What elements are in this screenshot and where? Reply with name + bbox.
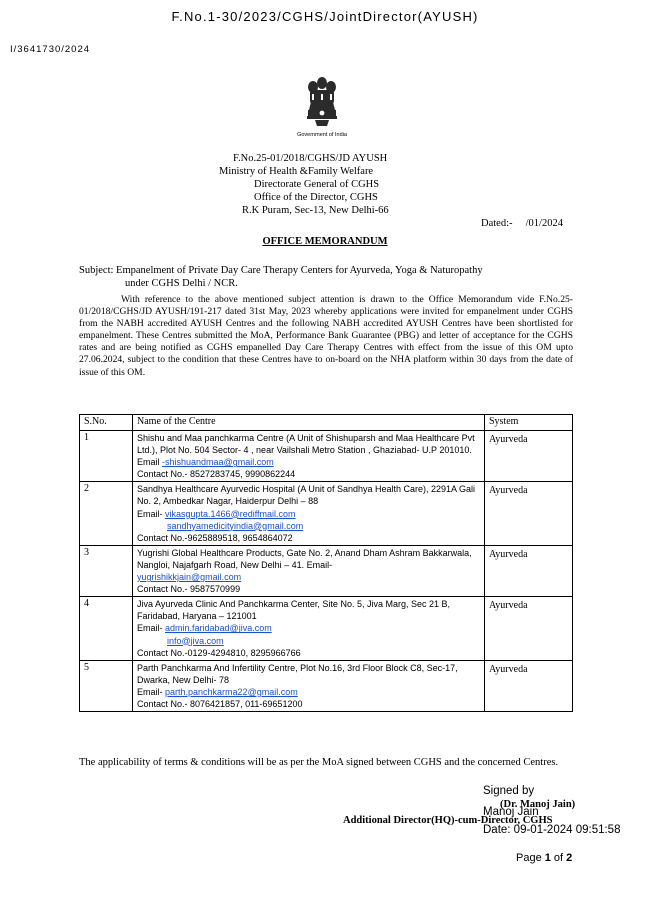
page-indicator: Page 1 of 2	[516, 852, 573, 864]
email-link[interactable]: -shishuandmaa@gmail.com	[162, 457, 274, 468]
cell-system: Ayurveda	[485, 545, 573, 596]
memo-body: With reference to the above mentioned subject attention is drawn to the Office Memorandum vide F.No.25-01/2018/CGHS/JD AYUSH/191-217 dated 31st May, 2023 whereby applications were invited for empanelment under CGHS from the NABH accredited AYUSH Centres and the following NABH accredited AYUSH Centres have been shortlisted for empanelment. These Centres submitted the MoA, Performance Bank Guarantee (PBG) and letter of acceptance for the CGHS rates and are being notified as CGHS empanelled Day Care Therapy Centres with effect from the issue of this OM upto 27.06.2024, subject to the condition that these Centres have to on-board on the NHA platform within 30 days from the date of issue of this OM.	[79, 294, 573, 378]
email-link[interactable]: info@jiva.com	[167, 635, 224, 646]
cell-system: Ayurveda	[485, 660, 573, 711]
centre-detail-text: Contact No.-9625889518, 9654864072	[137, 532, 293, 543]
centre-detail-line	[137, 468, 480, 480]
cell-centre-details	[133, 482, 485, 545]
centre-detail-text: Email-	[137, 623, 166, 634]
signer-designation: Additional Director(HQ)-cum-Director, CGHS	[343, 815, 553, 826]
centre-detail-line	[137, 432, 480, 468]
centre-detail-line	[137, 583, 480, 595]
centre-detail-text: Contact No.- 8076421857, 011-69651200	[137, 698, 303, 709]
file-number: F.No.1-30/2023/CGHS/JointDirector(AYUSH)	[171, 9, 479, 24]
centre-detail-line	[137, 520, 480, 532]
centre-detail-line	[137, 662, 480, 686]
terms-note: The applicability of terms & conditions will be as per the MoA signed between CGHS and the concerned Centres.	[79, 757, 559, 768]
subject-line-continued: under CGHS Delhi / NCR.	[125, 278, 238, 289]
table-row	[80, 660, 573, 711]
cell-centre-details	[133, 597, 485, 660]
header-centre-name: Name of the Centre	[133, 415, 485, 431]
table-row	[80, 482, 573, 545]
letterhead-file-number: F.No.25-01/2018/CGHS/JD AYUSH	[233, 153, 388, 164]
centre-detail-line	[137, 622, 480, 634]
centre-detail-text: Contact No.- 9587570999	[137, 584, 241, 595]
centre-detail-text: Contact No.- 8527283745, 9990862244	[137, 469, 296, 480]
cell-system: Ayurveda	[485, 597, 573, 660]
centre-detail-text: Jiva Ayurveda Clinic And Panchkarma Center, Site No. 5, Jiva Marg, Sec 21 B, Faridabad, Haryana – 121001	[137, 599, 450, 622]
signer-name-bracketed: (Dr. Manoj Jain)	[500, 799, 576, 810]
centre-detail-line	[137, 508, 480, 520]
letterhead-office: Office of the Director, CGHS	[254, 192, 378, 203]
cell-sno: 3	[80, 545, 133, 596]
email-link[interactable]: yugrishikkjain@gmail.com	[137, 572, 242, 583]
email-link[interactable]: sandhyamedicityindia@gmail.com	[167, 520, 304, 531]
table-row	[80, 431, 573, 482]
centre-detail-line	[137, 647, 480, 659]
cell-sno: 2	[80, 482, 133, 545]
centre-detail-text: Contact No.-0129-4294810, 8295966766	[137, 647, 301, 658]
date-line: Dated:- /01/2024	[481, 218, 563, 229]
centre-detail-line	[137, 571, 480, 583]
state-emblem-icon	[297, 74, 347, 140]
centre-detail-text: Parth Panchkarma And Infertility Centre, Plot No.16, 3rd Floor Block C8, Sec-17, Dwarka, New Delhi- 78	[137, 662, 458, 685]
table-header-row	[80, 415, 573, 431]
cell-centre-details	[133, 545, 485, 596]
centre-detail-text: Yugrishi Global Healthcare Products, Gate No. 2, Anand Dham Ashram Bakkarwala, Nangloi, Najafgarh Road, New Delhi – 41. Email-	[137, 547, 472, 570]
centres-table	[79, 414, 573, 712]
emblem-caption: Government of India	[297, 132, 347, 138]
centre-detail-line	[137, 598, 480, 622]
centre-detail-line	[137, 547, 480, 571]
cell-sno: 4	[80, 597, 133, 660]
cell-centre-details	[133, 660, 485, 711]
letterhead-directorate: Directorate General of CGHS	[254, 179, 380, 190]
email-link[interactable]: vikasgupta.1466@rediffmail.com	[165, 508, 296, 519]
cell-sno: 5	[80, 660, 133, 711]
cell-sno: 1	[80, 431, 133, 482]
email-link[interactable]: admin.faridabad@jiva.com	[165, 623, 272, 634]
centre-detail-text: Email-	[137, 686, 166, 697]
reference-number: I/3641730/2024	[10, 44, 91, 55]
subject-line: Subject: Empanelment of Private Day Care Therapy Centers for Ayurveda, Yoga & Naturopathy	[79, 265, 483, 276]
memo-title: OFFICE MEMORANDUM	[262, 236, 388, 247]
table-row	[80, 597, 573, 660]
centre-detail-line	[137, 698, 480, 710]
header-sno: S.No.	[80, 415, 133, 431]
email-link[interactable]: parth.panchkarma22@gmail.com	[165, 686, 298, 697]
cell-centre-details	[133, 431, 485, 482]
centre-detail-text: Sandhya Healthcare Ayurvedic Hospital (A Unit of Sandhya Health Care), 2291A Gali No. 2, Ambedkar Nagar, Haiderpur Delhi – 88	[137, 484, 476, 507]
subject	[79, 264, 599, 290]
centre-detail-line	[137, 483, 480, 507]
cell-system: Ayurveda	[485, 431, 573, 482]
cell-system: Ayurveda	[485, 482, 573, 545]
signature-date: Date: 09-01-2024 09:51:58	[483, 824, 621, 836]
letterhead-ministry: Ministry of Health &Family Welfare	[219, 166, 374, 177]
signature-name: Manoj Jain	[483, 806, 539, 818]
header-system: System	[485, 415, 573, 431]
centre-detail-text: Email-	[137, 508, 166, 519]
centre-detail-line	[137, 686, 480, 698]
table-row	[80, 545, 573, 596]
centre-detail-line	[137, 532, 480, 544]
centre-detail-line	[137, 635, 480, 647]
letterhead-address: R.K Puram, Sec-13, New Delhi-66	[242, 205, 389, 216]
signature-signed-by: Signed by	[483, 785, 535, 797]
centre-detail-text: Shishu and Maa panchkarma Centre (A Unit of Shishuparsh and Maa Healthcare Pvt Ltd.), Plot No. 504 Sector- 4 , near Vailshali Metro Station , Ghaziabad- U.P 201010. Email	[137, 433, 475, 468]
